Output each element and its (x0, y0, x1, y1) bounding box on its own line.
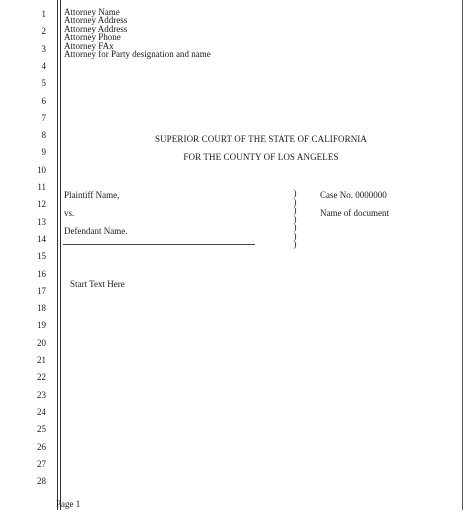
attorney-address-1: Attorney Address (64, 15, 128, 26)
line-number: 9 (41, 147, 46, 158)
line-number: 23 (37, 389, 46, 400)
line-number: 21 (37, 355, 46, 365)
line-number: 8 (41, 130, 46, 141)
line-number: 10 (37, 164, 46, 175)
line-number: 25 (37, 424, 46, 435)
line-number: 2 (41, 26, 46, 37)
line-number: 6 (41, 95, 46, 106)
line-number: 19 (37, 320, 46, 331)
caption-paren-mark: ) (293, 239, 297, 249)
line-number: 4 (41, 60, 46, 71)
left-margin-rule (57, 0, 58, 510)
caption-paren-mark: ) (293, 222, 297, 232)
line-number: 13 (37, 216, 46, 227)
document-name: Name of document (320, 208, 389, 218)
line-number: 26 (37, 441, 46, 452)
line-number: 11 (37, 182, 46, 192)
page-number: Page 1 (56, 499, 81, 509)
plaintiff-name: Plaintiff Name, (64, 190, 120, 200)
line-number: 17 (37, 285, 46, 296)
line-number: 14 (37, 233, 46, 244)
versus-label: vs. (64, 208, 75, 218)
line-number: 28 (37, 476, 46, 487)
defendant-name: Defendant Name. (64, 226, 128, 236)
right-margin-rule (462, 0, 463, 510)
court-county: FOR THE COUNTY OF LOS ANGELES (183, 152, 339, 162)
line-number: 16 (37, 268, 46, 279)
caption-paren-mark: ) (293, 205, 297, 215)
attorney-phone: Attorney Phone (64, 32, 121, 43)
attorney-fax: Attorney FAx (64, 40, 114, 51)
line-number: 5 (41, 78, 46, 89)
caption-paren-mark: ) (293, 213, 297, 224)
attorney-name: Attorney Name (64, 7, 120, 17)
line-number: 20 (37, 337, 46, 348)
line-number: 7 (41, 112, 46, 123)
line-number: 1 (41, 9, 46, 19)
body-start-text: Start Text Here (70, 279, 125, 289)
attorney-for-party: Attorney for Party designation and name (64, 49, 211, 60)
attorney-address-2: Attorney Address (64, 23, 128, 34)
line-number: 3 (41, 43, 46, 54)
left-margin-rule-inner (60, 0, 61, 510)
court-name: SUPERIOR COURT OF THE STATE OF CALIFORNIA (154, 134, 368, 144)
line-number: 27 (37, 458, 46, 469)
line-number: 12 (37, 199, 46, 210)
caption-parentheses (289, 189, 301, 249)
line-number: 18 (37, 303, 46, 314)
caption-paren-mark: ) (293, 230, 297, 241)
attorney-header (64, 8, 211, 58)
caption-paren-mark: ) (293, 196, 297, 207)
line-number: 22 (37, 372, 46, 383)
case-number: Case No. 0000000 (320, 190, 387, 200)
line-number: 24 (37, 406, 46, 417)
caption-underline (63, 244, 255, 245)
line-number: 15 (37, 251, 46, 262)
caption-paren-mark: ) (293, 188, 297, 198)
